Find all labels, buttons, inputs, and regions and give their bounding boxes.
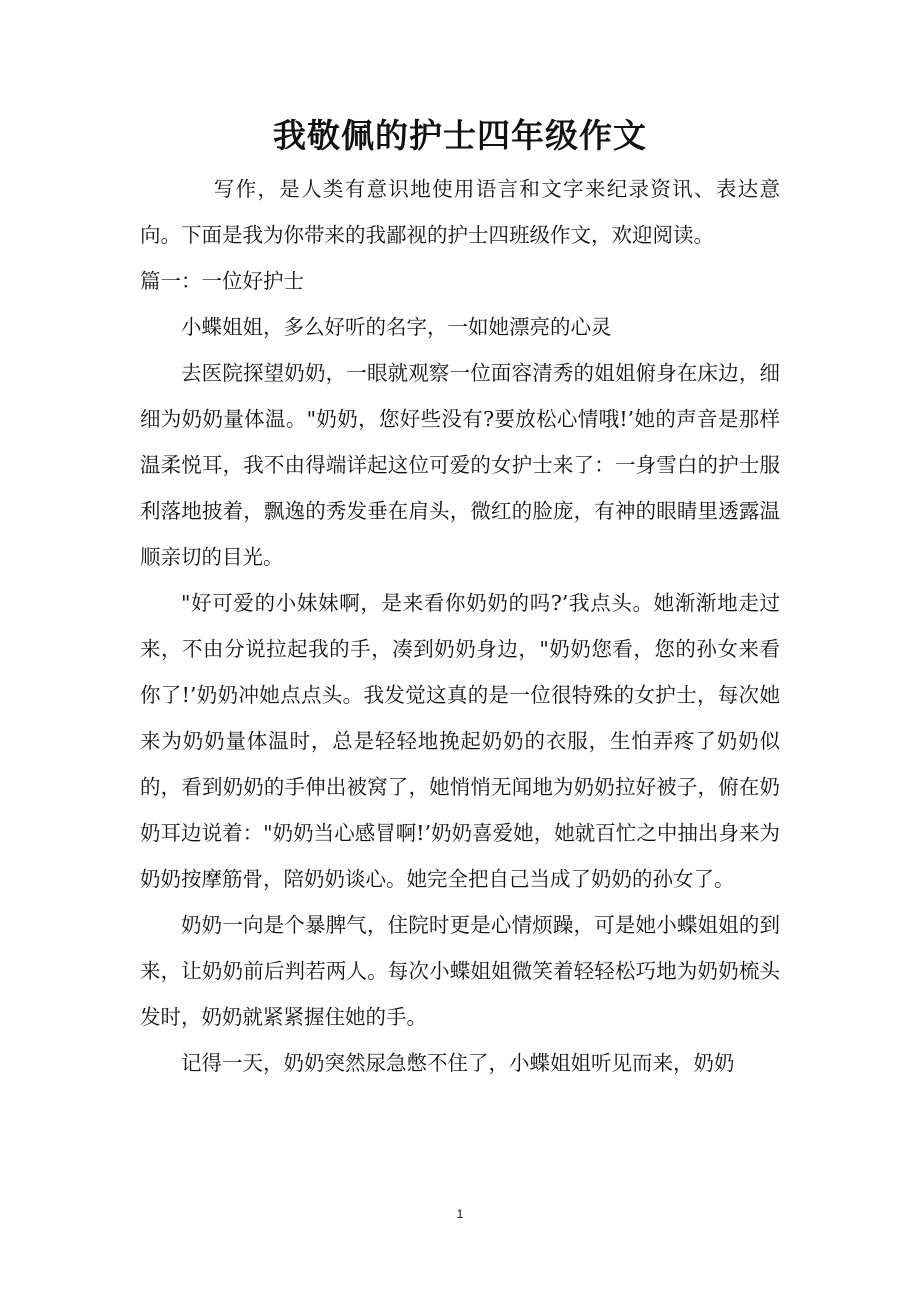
body-paragraph: "好可爱的小妹妹啊，是来看你奶奶的吗?’我点头。她渐渐地走过来，不由分说拉起我的手，凑到奶奶身边，"奶奶您看，您的孙女来看你了!’奶奶冲她点点头。我发觉这真的是一位很特殊的女护士，每次她来为奶奶量体温时，总是轻轻地挽起奶奶的衣服，生怕弄疼了奶奶似的，看到奶奶的手伸出被窝了，她悄悄无闻地为奶奶拉好被子，俯在奶奶耳边说着："奶奶当心感冒啊!’奶奶喜爱她，她就百忙之中抽出身来为奶奶按摩筋骨，陪奶奶谈心。她完全把自己当成了奶奶的孙女了。: [140, 591, 780, 891]
section-heading: 篇一：一位好护士: [140, 269, 304, 293]
document-title: 我敬佩的护士四年级作文: [273, 116, 647, 155]
body-paragraph: 去医院探望奶奶，一眼就观察一位面容清秀的姐姐俯身在床边，细细为奶奶量体温。"奶奶，您好些没有?要放松心情哦!’她的声音是那样温柔悦耳，我不由得端详起这位可爱的女护士来了：一身雪白的护士服利落地披着，飘逸的秀发垂在肩头，微红的脸庞，有神的眼睛里透露温顺亲切的目光。: [140, 361, 780, 569]
page-number: 1: [456, 1207, 464, 1221]
body-paragraph: 记得一天，奶奶突然尿急憋不住了，小蝶姐姐听见而来，奶奶: [181, 1051, 735, 1075]
body-paragraph: 奶奶一向是个暴脾气，住院时更是心情烦躁，可是她小蝶姐姐的到来，让奶奶前后判若两人。每次小蝶姐姐微笑着轻轻松巧地为奶奶梳头发时，奶奶就紧紧握住她的手。: [140, 913, 780, 1029]
document-body: [140, 166, 780, 1086]
intro-paragraph: 写作，是人类有意识地使用语言和文字来纪录资讯、表达意向。下面是我为你带来的我鄙视的护士四班级作文，欢迎阅读。: [140, 177, 780, 247]
body-paragraph: 小蝶姐姐，多么好听的名字，一如她漂亮的心灵: [181, 315, 612, 339]
